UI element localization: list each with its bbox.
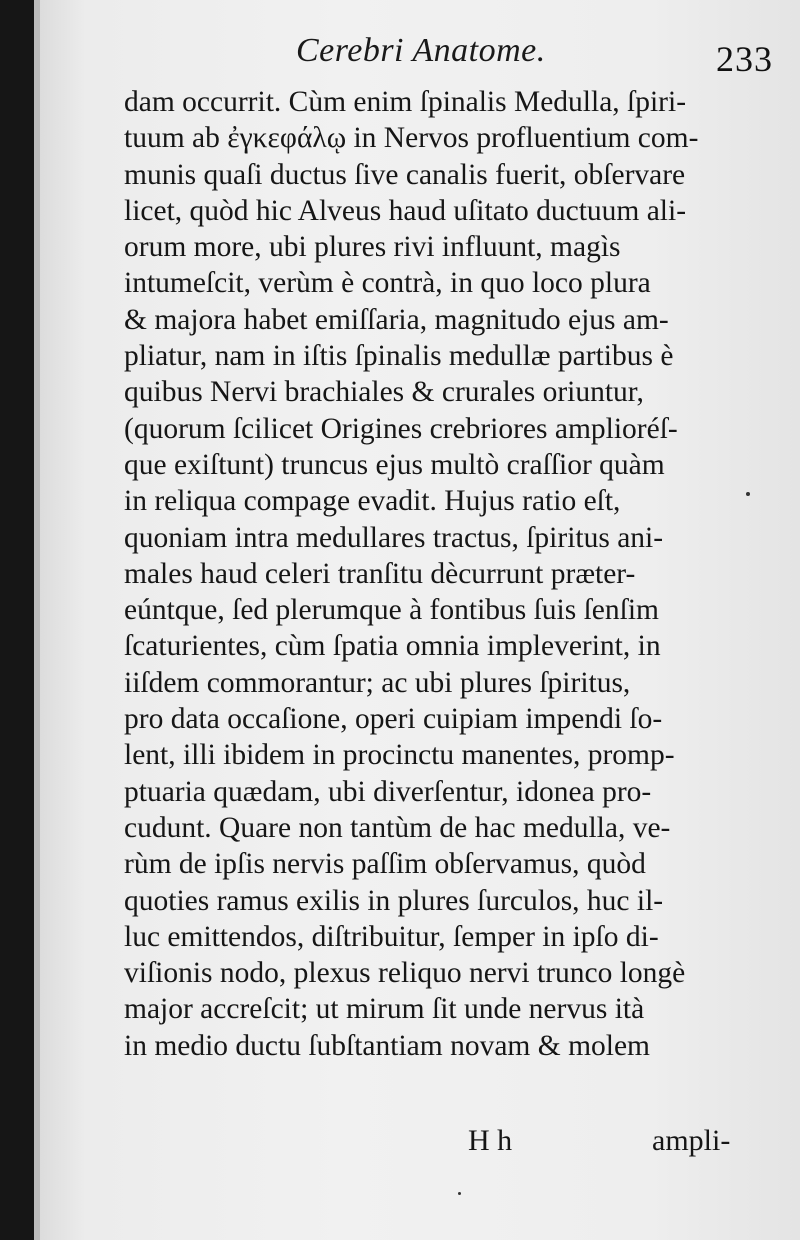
- text-line: in medio ductu ſubſtantiam novam & molem: [124, 1029, 651, 1062]
- text-line: que exiſtunt) truncus ejus multò craſſior quàm: [124, 448, 665, 481]
- book-page: [34, 0, 800, 1240]
- body-text: [124, 84, 748, 1064]
- ink-speck: [458, 1192, 461, 1195]
- text-line: dam occurrit. Cùm enim ſpinalis Medulla, ſpiri-: [124, 86, 687, 118]
- page-number: 233: [716, 39, 773, 79]
- text-line: intumeſcit, verùm è contrà, in quo loco plura: [124, 267, 651, 300]
- text-line: quoties ramus exilis in plures ſurculos, huc il-: [124, 884, 664, 917]
- text-line: cudunt. Quare non tantùm de hac medulla, ve-: [124, 811, 671, 844]
- text-line: males haud celeri tranſitu dècurrunt præter-: [124, 557, 636, 590]
- running-head: Cerebri Anatome.: [296, 32, 546, 69]
- signature-mark: H h: [468, 1124, 513, 1157]
- text-line: in reliqua compage evadit. Hujus ratio eſt,: [124, 485, 621, 518]
- text-line: (quorum ſcilicet Origines crebriores amplioréſ-: [124, 412, 678, 445]
- text-line: pro data occaſione, operi cuipiam impendi ſo-: [124, 703, 663, 736]
- text-line: viſionis nodo, plexus reliquo nervi trunco longè: [124, 957, 686, 990]
- text-line: ſcaturientes, cùm ſpatia omnia impleverint, in: [124, 630, 661, 663]
- text-line: eúntque, ſed plerumque à fontibus ſuis ſenſim: [124, 594, 659, 627]
- catchword: ampli-: [652, 1124, 731, 1157]
- text-line: pliatur, nam in iſtis ſpinalis medullæ partibus è: [124, 340, 674, 373]
- text-line: quoniam intra medullares tractus, ſpiritus ani-: [124, 521, 664, 554]
- text-line: munis quaſi ductus ſive canalis fuerit, obſervare: [124, 158, 686, 191]
- text-line: quibus Nervi brachiales & crurales oriuntur,: [124, 376, 644, 409]
- text-line: major accreſcit; ut mirum ſit unde nervus ità: [124, 993, 645, 1026]
- text-line: luc emittendos, diſtribuitur, ſemper in ipſo di-: [124, 920, 659, 953]
- text-line: tuum ab ἐγκεφάλῳ in Nervos profluentium com-: [124, 122, 699, 155]
- text-line: rùm de ipſis nervis paſſim obſervamus, quòd: [124, 848, 646, 881]
- text-line: licet, quòd hic Alveus haud uſitato ductuum ali-: [124, 194, 687, 227]
- text-line: ptuaria quædam, ubi diverſentur, idonea pro-: [124, 775, 652, 808]
- text-line: lent, illi ibidem in procinctu manentes, promp-: [124, 739, 675, 772]
- text-line: iiſdem commorantur; ac ubi plures ſpiritus,: [124, 666, 631, 699]
- text-line: & majora habet emiſſaria, magnitudo ejus am-: [124, 303, 669, 336]
- text-line: orum more, ubi plures rivi influunt, magìs: [124, 231, 621, 264]
- ink-speck: [746, 492, 750, 496]
